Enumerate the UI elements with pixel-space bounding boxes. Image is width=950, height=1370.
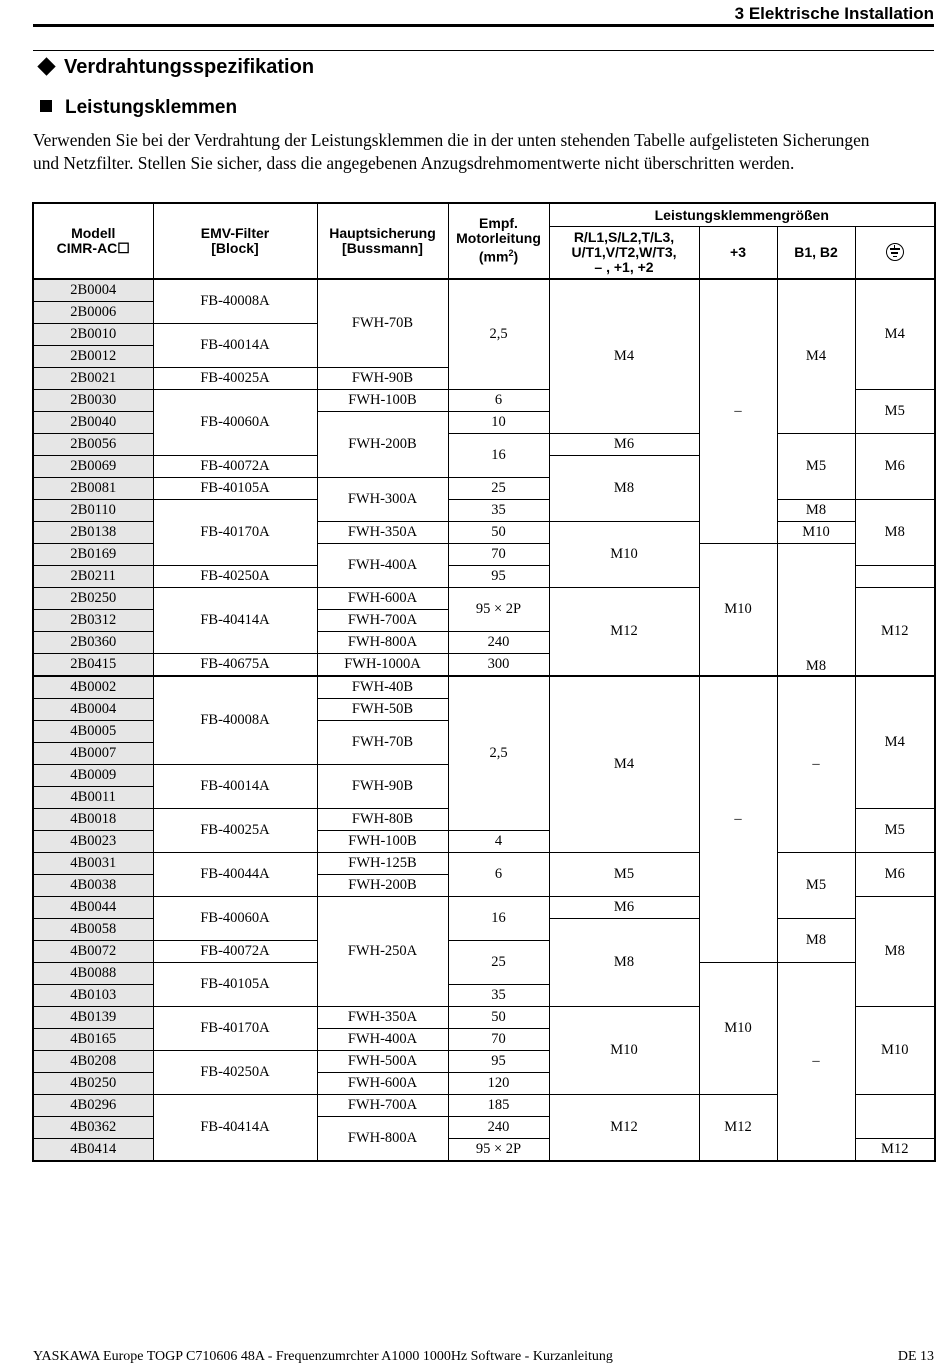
- b-cell: M8: [777, 918, 855, 962]
- model-cell: 2B0312: [33, 609, 153, 631]
- ground-icon: [886, 243, 904, 261]
- model-cell: 4B0139: [33, 1006, 153, 1028]
- model-cell: 2B0004: [33, 279, 153, 302]
- footer-doc-title: YASKAWA Europe TOGP C710606 48A - Frequenzumrchter A1000 1000Hz Software - Kurzanleitung: [33, 1349, 613, 1364]
- motor-cell: 185: [448, 1094, 549, 1116]
- motor-cell: 240: [448, 631, 549, 653]
- rl-cell: M12: [549, 587, 699, 676]
- section-title: Verdrahtungsspezifikation: [64, 56, 315, 78]
- rl-cell: M10: [549, 1006, 699, 1094]
- motor-cell: 6: [448, 852, 549, 896]
- model-cell: 2B0006: [33, 301, 153, 323]
- fuse-cell: FWH-125B: [317, 852, 448, 874]
- model-cell: 4B0103: [33, 984, 153, 1006]
- model-cell: 2B0250: [33, 587, 153, 609]
- motor-cell: 70: [448, 543, 549, 565]
- fuse-cell: FWH-400A: [317, 543, 448, 587]
- rl-cell: M4: [549, 279, 699, 434]
- motor-cell: 4: [448, 830, 549, 852]
- emv-cell: FB-40044A: [153, 852, 317, 896]
- b-cell: M4: [777, 279, 855, 434]
- b-cell: –: [777, 962, 855, 1161]
- emv-cell: FB-40060A: [153, 896, 317, 940]
- model-cell: 4B0044: [33, 896, 153, 918]
- emv-cell: FB-40414A: [153, 1094, 317, 1161]
- motor-cell: 25: [448, 477, 549, 499]
- ground-cell: M8: [855, 896, 935, 1006]
- model-cell: 2B0030: [33, 389, 153, 411]
- square-bullet-icon: [40, 100, 52, 112]
- emv-cell: FB-40072A: [153, 455, 317, 477]
- rl-cell: M12: [549, 1094, 699, 1161]
- model-cell: 2B0415: [33, 653, 153, 676]
- ground-cell: M5: [855, 808, 935, 852]
- fuse-cell: FWH-80B: [317, 808, 448, 830]
- section-rule: [33, 50, 934, 51]
- emv-cell: FB-40014A: [153, 764, 317, 808]
- emv-cell: FB-40008A: [153, 279, 317, 324]
- emv-cell: FB-40060A: [153, 389, 317, 455]
- fuse-cell: FWH-70B: [317, 720, 448, 764]
- page-number: DE 13: [897, 1349, 934, 1364]
- ground-cell: M6: [855, 852, 935, 896]
- p3-cell: M10: [699, 962, 777, 1094]
- header-b1b2: B1, B2: [777, 227, 855, 279]
- motor-cell: 6: [448, 389, 549, 411]
- emv-cell: FB-40025A: [153, 808, 317, 852]
- motor-cell: 35: [448, 984, 549, 1006]
- motor-cell: 16: [448, 896, 549, 940]
- p3-cell: M12: [855, 1138, 935, 1161]
- b-cell: M5: [777, 852, 855, 918]
- ground-cell: M4: [855, 279, 935, 390]
- ground-cell: M6: [855, 433, 935, 499]
- rl-cell: M5: [549, 852, 699, 896]
- model-cell: 4B0072: [33, 940, 153, 962]
- motor-cell: 50: [448, 1006, 549, 1028]
- model-cell: 2B0081: [33, 477, 153, 499]
- fuse-cell: FWH-250A: [317, 896, 448, 1006]
- b-cell: M10: [777, 521, 855, 543]
- subsection-heading: [40, 95, 237, 121]
- rl-cell: M8: [549, 918, 699, 1006]
- b-cell: –: [777, 676, 855, 853]
- motor-cell: 120: [448, 1072, 549, 1094]
- fuse-cell: FWH-90B: [317, 367, 448, 389]
- fuse-cell: FWH-350A: [317, 1006, 448, 1028]
- wiring-spec-table: [32, 202, 936, 1162]
- emv-cell: FB-40014A: [153, 323, 317, 367]
- rl-cell: M6: [549, 433, 699, 455]
- intro-line: Verwenden Sie bei der Verdrahtung der Leistungsklemmen die in der unten stehenden Tabelle aufgelisteten Sicherungen: [33, 130, 870, 150]
- emv-cell: FB-40170A: [153, 499, 317, 565]
- model-cell: 4B0208: [33, 1050, 153, 1072]
- rl-cell: M8: [549, 455, 699, 521]
- fuse-cell: FWH-100B: [317, 830, 448, 852]
- rl-cell: M6: [549, 896, 699, 918]
- chapter-header: 3 Elektrische Installation: [734, 4, 934, 23]
- model-cell: 2B0138: [33, 521, 153, 543]
- emv-cell: FB-40414A: [153, 587, 317, 653]
- model-cell: 4B0018: [33, 808, 153, 830]
- intro-paragraph: [33, 129, 938, 175]
- motor-cell: 95 × 2P: [448, 1138, 549, 1161]
- header-terminal-sizes: Leistungsklemmengrößen: [549, 203, 935, 227]
- motor-cell: 16: [448, 433, 549, 477]
- fuse-cell: FWH-1000A: [317, 653, 448, 676]
- emv-cell: FB-40008A: [153, 676, 317, 765]
- p3-cell: –: [699, 279, 777, 544]
- motor-cell: 2,5: [448, 676, 549, 831]
- model-cell: 4B0004: [33, 698, 153, 720]
- emv-cell: FB-40025A: [153, 367, 317, 389]
- fuse-cell: FWH-700A: [317, 1094, 448, 1116]
- motor-cell: 300: [448, 653, 549, 676]
- motor-cell: 240: [448, 1116, 549, 1138]
- model-cell: 4B0250: [33, 1072, 153, 1094]
- header-main-terminals: R/L1,S/L2,T/L3, U/T1,V/T2,W/T3, – , +1, +2: [549, 227, 699, 279]
- motor-cell: 95 × 2P: [448, 587, 549, 631]
- rl-cell: M4: [549, 676, 699, 853]
- ground-cell: M12: [699, 1094, 777, 1161]
- header-model: Modell CIMR-AC☐: [33, 203, 153, 279]
- model-cell: 2B0069: [33, 455, 153, 477]
- model-cell: 2B0056: [33, 433, 153, 455]
- model-cell: 4B0031: [33, 852, 153, 874]
- model-cell: 4B0005: [33, 720, 153, 742]
- model-cell: 4B0023: [33, 830, 153, 852]
- motor-cell: 70: [448, 1028, 549, 1050]
- model-cell: 4B0088: [33, 962, 153, 984]
- p3-cell: M10: [699, 543, 777, 676]
- emv-cell: FB-40250A: [153, 565, 317, 587]
- ground-cell: M10: [855, 1006, 935, 1094]
- emv-cell: FB-40072A: [153, 940, 317, 962]
- ground-cell: M12: [855, 587, 935, 676]
- b-cell: M8: [777, 543, 855, 676]
- model-cell: 2B0110: [33, 499, 153, 521]
- header-emv-filter: EMV-Filter [Block]: [153, 203, 317, 279]
- model-cell: 4B0011: [33, 786, 153, 808]
- b-cell: M5: [777, 433, 855, 499]
- section-heading: [36, 54, 314, 80]
- fuse-cell: FWH-90B: [317, 764, 448, 808]
- fuse-cell: FWH-350A: [317, 521, 448, 543]
- b-cell: M8: [777, 499, 855, 521]
- emv-cell: FB-40170A: [153, 1006, 317, 1050]
- fuse-cell: FWH-40B: [317, 676, 448, 699]
- motor-cell: 2,5: [448, 279, 549, 390]
- motor-cell: 10: [448, 411, 549, 433]
- model-cell: 4B0414: [33, 1138, 153, 1161]
- header-ground: [855, 227, 935, 279]
- rl-cell: M10: [549, 521, 699, 587]
- model-cell: 2B0169: [33, 543, 153, 565]
- fuse-cell: FWH-70B: [317, 279, 448, 368]
- p3-cell: –: [699, 676, 777, 963]
- motor-cell: 95: [448, 1050, 549, 1072]
- fuse-cell: FWH-300A: [317, 477, 448, 521]
- fuse-cell: FWH-800A: [317, 1116, 448, 1161]
- intro-line: und Netzfilter. Stellen Sie sicher, dass die angegebenen Anzugsdrehmomentwerte nicht überschritten werden.: [33, 153, 795, 173]
- motor-cell: 95: [448, 565, 549, 587]
- model-cell: 2B0040: [33, 411, 153, 433]
- subsection-title: Leistungsklemmen: [65, 97, 238, 118]
- model-cell: 4B0058: [33, 918, 153, 940]
- fuse-cell: FWH-400A: [317, 1028, 448, 1050]
- page-footer: [33, 1348, 934, 1366]
- model-cell: 4B0362: [33, 1116, 153, 1138]
- model-cell: 4B0002: [33, 676, 153, 699]
- diamond-bullet-icon: [37, 58, 55, 76]
- model-cell: 4B0296: [33, 1094, 153, 1116]
- header-motor-cable: Empf. Motorleitung $(mm^2)$: [448, 203, 549, 279]
- motor-cell: 25: [448, 940, 549, 984]
- fuse-cell: FWH-500A: [317, 1050, 448, 1072]
- fuse-cell: FWH-200B: [317, 411, 448, 477]
- fuse-cell: FWH-50B: [317, 698, 448, 720]
- model-cell: 4B0165: [33, 1028, 153, 1050]
- emv-cell: FB-40675A: [153, 653, 317, 676]
- emv-cell: FB-40250A: [153, 1050, 317, 1094]
- model-cell: 2B0010: [33, 323, 153, 345]
- ground-cell: M8: [855, 499, 935, 565]
- emv-cell: FB-40105A: [153, 962, 317, 1006]
- model-cell: 2B0021: [33, 367, 153, 389]
- model-cell: 4B0007: [33, 742, 153, 764]
- motor-cell: 50: [448, 521, 549, 543]
- ground-cell: M5: [855, 389, 935, 433]
- model-cell: 2B0012: [33, 345, 153, 367]
- header-rule: [33, 24, 934, 27]
- header-plus3: +3: [699, 227, 777, 279]
- fuse-cell: FWH-600A: [317, 1072, 448, 1094]
- fuse-cell: FWH-100B: [317, 389, 448, 411]
- model-cell: 2B0360: [33, 631, 153, 653]
- model-cell: 2B0211: [33, 565, 153, 587]
- ground-cell: M4: [855, 676, 935, 809]
- fuse-cell: FWH-200B: [317, 874, 448, 896]
- fuse-cell: FWH-700A: [317, 609, 448, 631]
- fuse-cell: FWH-600A: [317, 587, 448, 609]
- fuse-cell: FWH-800A: [317, 631, 448, 653]
- header-main-fuse: Hauptsicherung [Bussmann]: [317, 203, 448, 279]
- emv-cell: FB-40105A: [153, 477, 317, 499]
- motor-cell: 35: [448, 499, 549, 521]
- model-cell: 4B0038: [33, 874, 153, 896]
- model-cell: 4B0009: [33, 764, 153, 786]
